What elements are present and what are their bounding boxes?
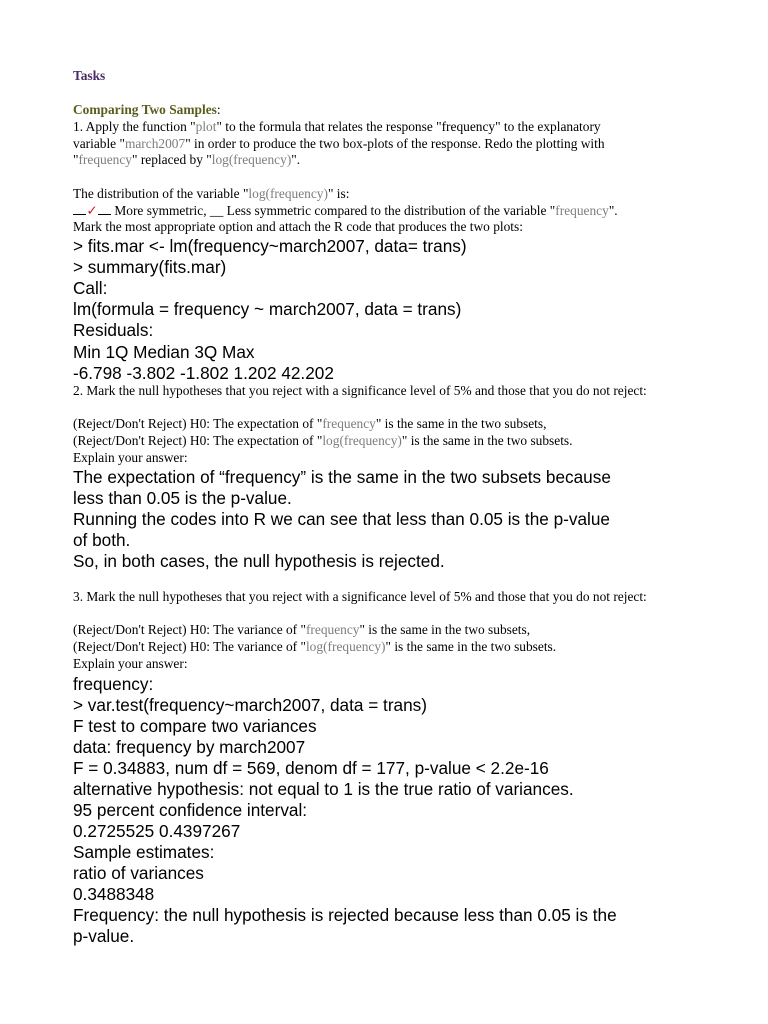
answer-line: 0.3488348 [73,884,155,904]
tasks-title: Tasks [73,68,106,83]
dist-text: The distribution of the variable " [73,186,249,201]
r-code-line: > fits.mar <- lm(frequency~march2007, data= trans) [73,236,467,256]
q1-line-1 [73,119,601,136]
answer-line: The expectation of “frequency” is the same in the two subsets because [73,467,611,487]
r-code-line: Min 1Q Median 3Q Max [73,342,255,362]
q3-text: " is the same in the two subsets, [359,622,531,637]
q2-text: (Reject/Don't Reject) H0: The expectation of " [73,433,323,448]
q1-log-frequency: log(frequency) [211,152,292,167]
dist-text: More symmetric, __ Less symmetric compared to the distribution of the variable " [111,203,556,218]
q3-hypothesis-1 [73,622,530,639]
answer-line: 0.2725525 0.4397267 [73,821,241,841]
q1-frequency: frequency [78,152,132,167]
answer-line: ratio of variances [73,863,204,883]
answer-line: data: frequency by march2007 [73,737,306,757]
q2-log-frequency: log(frequency) [322,433,402,448]
dist-text: " is: [327,186,350,201]
q2-text: (Reject/Don't Reject) H0: The expectation of " [73,416,323,431]
q3-text: (Reject/Don't Reject) H0: The variance of " [73,622,306,637]
q1-text: 1. Apply the function " [73,119,196,134]
r-code-line: Call: [73,278,108,298]
q2-frequency: frequency [322,416,376,431]
q3-text: " is the same in the two subsets. [385,639,557,654]
q2-text: " is the same in the two subsets, [375,416,547,431]
answer-line: So, in both cases, the null hypothesis is rejected. [73,551,445,571]
answer-line: of both. [73,530,131,550]
q1-line-2 [73,136,605,153]
r-code-line: Residuals: [73,320,154,340]
q1-line-3 [73,152,300,169]
dist-log-frequency: log(frequency) [248,186,328,201]
answer-line: F test to compare two variances [73,716,317,736]
dist-instruction: Mark the most appropriate option and attach the R code that produces the two plots: [73,219,523,234]
dist-options [73,203,618,220]
q2-hypothesis-2 [73,433,573,450]
answer-line: F = 0.34883, num df = 569, denom df = 177, p-value < 2.2e-16 [73,758,549,778]
q3-intro: 3. Mark the null hypotheses that you reject with a significance level of 5% and those that you do not reject: [73,589,647,604]
blank-line [98,204,111,215]
checkmark-icon: ✓ [86,203,98,218]
q1-text: variable " [73,136,125,151]
answer-line: Frequency: the null hypothesis is rejected because less than 0.05 is the [73,905,617,925]
section-heading [73,102,221,119]
answer-line: less than 0.05 is the p-value. [73,488,292,508]
q2-text: " is the same in the two subsets. [401,433,573,448]
q1-variable-name: march2007 [124,136,186,151]
dist-text: ". [608,203,618,218]
q1-text: " [73,152,79,167]
answer-line: Sample estimates: [73,842,215,862]
q1-text: " to the formula that relates the response "frequency" to the explanatory [216,119,601,134]
r-code-line: > summary(fits.mar) [73,257,227,277]
section-heading-text: Comparing Two Samples [73,102,217,117]
q3-hypothesis-2 [73,639,556,656]
q3-log-frequency: log(frequency) [305,639,386,654]
q1-text: ". [291,152,301,167]
q3-text: (Reject/Don't Reject) H0: The variance of " [73,639,306,654]
section-heading-colon: : [216,102,221,117]
answer-line: > var.test(frequency~march2007, data = trans) [73,695,427,715]
dist-frequency: frequency [555,203,609,218]
r-code-line: lm(formula = frequency ~ march2007, data = trans) [73,299,462,319]
q1-function-name: plot [195,119,217,134]
q3-frequency: frequency [305,622,360,637]
answer-line: alternative hypothesis: not equal to 1 is the true ratio of variances. [73,779,574,799]
answer-line: 95 percent confidence interval: [73,800,308,820]
q1-text: " replaced by " [132,152,212,167]
q2-hypothesis-1 [73,416,546,433]
answer-line: p-value. [73,926,135,946]
q2-intro: 2. Mark the null hypotheses that you reject with a significance level of 5% and those that you do not reject: [73,383,647,398]
answer-line: frequency: [73,674,154,694]
q3-explain-label: Explain your answer: [73,656,188,671]
blank-line [73,204,86,215]
r-code-line: -6.798 -3.802 -1.802 1.202 42.202 [73,363,334,383]
q1-text: " in order to produce the two box-plots of the response. Redo the plotting with [185,136,605,151]
dist-question [73,186,349,203]
answer-line: Running the codes into R we can see that less than 0.05 is the p-value [73,509,610,529]
q2-explain-label: Explain your answer: [73,450,188,465]
